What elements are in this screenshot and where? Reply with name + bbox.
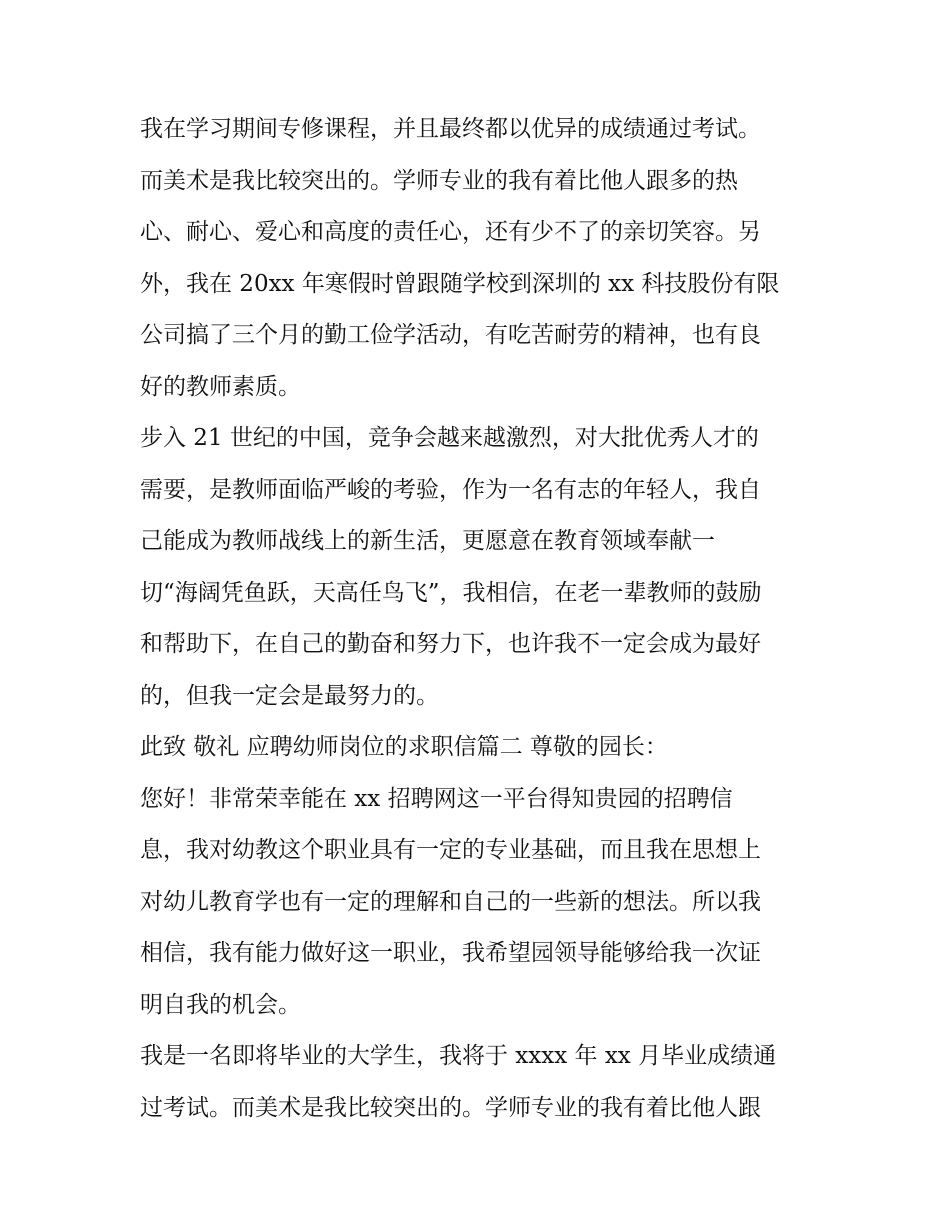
text-line: 切“海阔凭鱼跃，天高任鸟飞”，我相信，在老一辈教师的鼓励 [140, 579, 762, 606]
text-line: 的，但我一定会是最努力的。 [140, 682, 439, 709]
text-line: 息，我对幼教这个职业具有一定的专业基础，而且我在思想上 [140, 837, 761, 863]
text-line: 我是一名即将毕业的大学生，我将于 xxxx 年 xx 月毕业成绩通 [140, 1043, 777, 1069]
text-line: 我在学习期间专修课程，并且最终都以优异的成绩通过考试。 [140, 116, 761, 142]
text-line: 心、耐心、爱心和高度的责任心，还有少不了的亲切笑容。另 [140, 219, 761, 245]
text-line: 而美术是我比较突出的。学师专业的我有着比他人跟多的热 [140, 167, 738, 194]
text-line: 己能成为教师战线上的新生活，更愿意在教育领域奉献一 [140, 528, 715, 554]
text-line: 您好！非常荣幸能在 xx 招聘网这一平台得知贵园的招聘信 [140, 785, 733, 812]
text-line: 好的教师素质。 [140, 373, 301, 400]
text-line: 对幼儿教育学也有一定的理解和自己的一些新的想法。所以我 [140, 888, 761, 915]
body-text [140, 104, 830, 1134]
text-line: 公司搞了三个月的勤工俭学活动，有吃苦耐劳的精神，也有良 [140, 322, 761, 348]
text-line: 过考试。而美术是我比较突出的。学师专业的我有着比他人跟 [140, 1094, 761, 1121]
text-line: 明自我的机会。 [140, 991, 301, 1018]
text-line: 相信，我有能力做好这一职业，我希望园领导能够给我一次证 [140, 940, 761, 966]
text-line: 外，我在 20xx 年寒假时曾跟随学校到深圳的 xx 科技股份有限 [140, 270, 780, 297]
text-line: 步入 21 世纪的中国，竞争会越来越激烈，对大批优秀人才的 [140, 425, 759, 451]
text-line: 此致 敬礼 应聘幼师岗位的求职信篇二 尊敬的园长： [140, 734, 668, 760]
text-line: 需要，是教师面临严峻的考验，作为一名有志的年轻人，我自 [140, 476, 761, 503]
text-line: 和帮助下，在自己的勤奋和努力下，也许我不一定会成为最好 [140, 631, 761, 657]
